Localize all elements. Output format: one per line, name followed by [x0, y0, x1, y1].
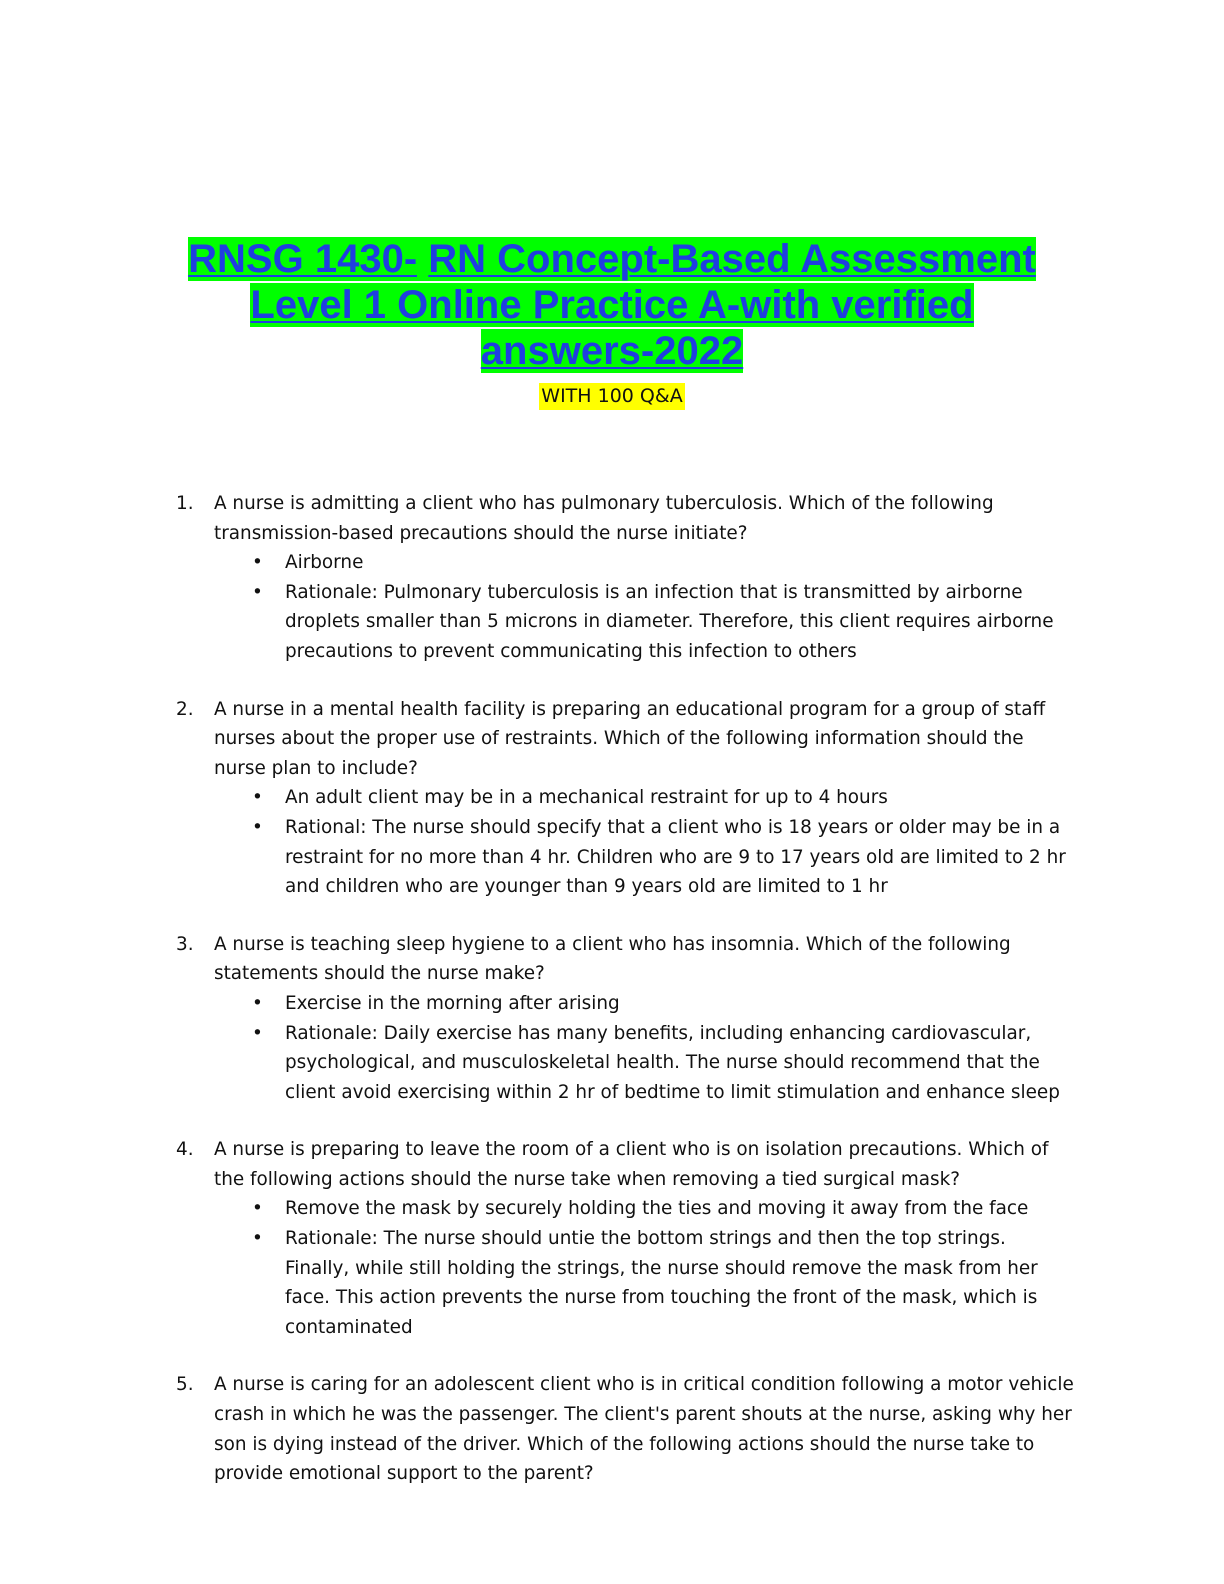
bullet-icon: • [252, 787, 263, 809]
question-item [0, 695, 1224, 902]
subtitle-highlight: WITH 100 Q&A [539, 383, 684, 410]
answer-text: Remove the mask by securely holding the ties and moving it away from the face [285, 1198, 1029, 1220]
question-number: 5. [176, 1374, 194, 1396]
question-text: A nurse is teaching sleep hygiene to a client who has insomnia. Which of the following statements should the nurse make? [214, 933, 1011, 985]
bullet-icon: • [252, 1022, 263, 1044]
title-line-1 [0, 236, 1224, 282]
answer-item [214, 1019, 1074, 1108]
answer-list [214, 1194, 1074, 1342]
answer-item [214, 578, 1074, 667]
answer-list [214, 783, 1074, 901]
question-item [0, 489, 1224, 667]
document-subtitle [0, 382, 1224, 410]
answer-item [214, 1194, 1074, 1224]
title-line-2 [0, 282, 1224, 328]
question-text: A nurse is preparing to leave the room of a client who is on isolation precautions. Which of the following actions should the nurse take when removing a tied surgical mask? [214, 1139, 1049, 1190]
answer-list [214, 548, 1074, 666]
answer-text: Exercise in the morning after arising [285, 992, 620, 1014]
title-course-link[interactable]: RNSG 1430- [188, 237, 418, 281]
title-line-3 [0, 328, 1224, 374]
question-item [0, 930, 1224, 1108]
answer-text: Rationale: Daily exercise has many benefits, including enhancing cardiovascular, psychological, and musculoskeletal health. The nurse should recommend that the client avoid exercising within 2 hr of bedtime to limit stimulation and enhance sleep [285, 1022, 1060, 1103]
answer-item [214, 548, 1074, 578]
question-item [0, 1370, 1224, 1488]
answer-text: An adult client may be in a mechanical restraint for up to 4 hours [285, 787, 888, 809]
question-text: A nurse is admitting a client who has pulmonary tuberculosis. Which of the following transmission-based precautions should the nurse initiate? [214, 493, 994, 544]
answer-text: Rational: The nurse should specify that a client who is 18 years or older may be in a restraint for no more than 4 hr. Children who are 9 to 17 years old are limited to 2 hr and children who are younger than 9 years old are limited to 1 hr [285, 816, 1066, 898]
title-assessment-link[interactable]: RN Concept-Based Assessment [428, 237, 1036, 281]
title-gap [417, 237, 428, 281]
answer-text: Rationale: Pulmonary tuberculosis is an infection that is transmitted by airborne droplets smaller than 5 microns in diameter. Therefore, this client requires airborne precautions to prevent communicating this infection to others [285, 581, 1054, 662]
title-answers-link[interactable]: answers-2022 [480, 329, 744, 373]
answer-text: Rationale: The nurse should untie the bottom strings and then the top strings. Finally, while still holding the strings, the nurse should remove the mask from her face. This action prevents the nurse from touching the front of the mask, which is contaminated [285, 1228, 1038, 1338]
answer-item [214, 813, 1074, 902]
bullet-icon: • [252, 1198, 263, 1220]
bullet-icon: • [252, 581, 263, 603]
question-text: A nurse in a mental health facility is preparing an educational program for a group of staff nurses about the proper use of restraints. Which of the following information should the nurse plan to include? [214, 698, 1046, 779]
question-number: 4. [176, 1139, 194, 1161]
question-text: A nurse is caring for an adolescent client who is in critical condition following a motor vehicle crash in which he was the passenger. The client's parent shouts at the nurse, asking why her son is dying instead of the driver. Which of the following actions should the nurse take to provide emotional support to the parent? [214, 1374, 1074, 1485]
answer-item [214, 1224, 1074, 1342]
answer-item [214, 989, 1074, 1019]
bullet-icon: • [252, 816, 263, 838]
question-list [0, 489, 1224, 1517]
title-practice-link[interactable]: Level 1 Online Practice A-with verified [250, 283, 974, 327]
bullet-icon: • [252, 992, 263, 1014]
question-number: 3. [176, 933, 194, 955]
document-title [0, 236, 1224, 410]
question-number: 2. [176, 698, 194, 720]
question-number: 1. [176, 493, 194, 514]
answer-list [214, 989, 1074, 1107]
answer-item [214, 783, 1074, 813]
question-item [0, 1135, 1224, 1342]
answer-text: Airborne [285, 552, 364, 574]
bullet-icon: • [252, 1228, 263, 1250]
bullet-icon: • [252, 552, 263, 574]
